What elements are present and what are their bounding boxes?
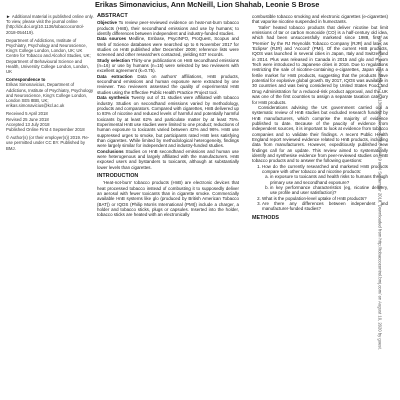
- methods-heading: METHODS: [252, 214, 279, 221]
- supplementary-note: ► Additional material is published online only. To view, please visit the journal online (http://dx.doi.org/10.1136/tobaccocontrol-2018-054419).: [6, 14, 94, 35]
- abstract-selection: Study selection Thirty-one publications on HnB secondhand emissions (n=16) or use by humans (n=15) were selected by two reviewers with excellent agreement (k=0.75).: [97, 57, 239, 74]
- body-paragraph-1: combustible tobacco smoking and electronic cigarettes (e-cigarettes) that vaporise nicotine suspended in humectants.: [252, 14, 388, 25]
- abstract-column: [97, 14, 239, 218]
- abstract-objective: Objective To review peer-reviewed evidence on heat-not-burn tobacco products (HnB), their secondhand emissions and use by humans; to identify differences between independent and industry-funded studies.: [97, 20, 239, 37]
- question-1: 1. How do the currently researched and marketed HnB products compare with other tobacco and nicotine products: a. in exposure to toxicants and health risks to humans through primary use and secondhand exposure? b. in key performance characteristics (eg, nicotine delivery, use profile and user satisfaction)?: [262, 164, 388, 196]
- question-3: 3. Are there any differences between independent and manufacturer-funded studies?: [262, 201, 388, 212]
- copyright-notice: © Author(s) (or their employer(s)) 2019. Re-use permitted under CC BY. Published by BMJ.: [6, 135, 90, 151]
- correspondence-title: Correspondence to: [6, 77, 46, 83]
- abstract-synthesis: Data synthesis Twenty out of 31 studies were affiliated with tobacco industry. Studies on secondhand emissions varied by methodology, products and comparators. Compared with cigarettes, HnB delivered up to 83% of nicotine and reduced levels of harmful and potentially harmful toxicants by at least 62% and particulate matter by at least 75%. Experimental HnB use studies were limited to one product; reductions of human exposure to toxicants varied between 42% and 96%. HnB use suppressed urges to smoke, but participants rated HnB less satisfying than cigarettes. While limited by methodological heterogeneity, findings were largely similar for independent and industry-funded studies.: [97, 95, 239, 149]
- abstract-extraction: Data extraction Data on authors' affiliations, HnB products, secondhand emissions and human exposure were extracted by one reviewer. Two reviewers assessed the quality of experimental HnB studies using the Effective Public Health Practice Project tool.: [97, 73, 239, 95]
- lock-icon: ►: [6, 14, 12, 19]
- article-dates: Received 5 April 2018 Revised 25 June 2018 Accepted 13 July 2018 Published Online First 4 September 2018: [6, 111, 85, 133]
- sidebar: [6, 14, 94, 154]
- abstract-conclusions: Conclusions Studies on HnB secondhand emissions and human use were heterogenous and largely affiliated with the manufacturers. HnB exposed users and bystanders to toxicants, although at substantially lower levels than cigarettes.: [97, 148, 239, 170]
- body-column: [252, 14, 388, 222]
- introduction-heading: INTRODUCTION: [97, 172, 139, 179]
- research-questions: [252, 164, 388, 212]
- question-2: 2. What is the population-level uptake of HnB products?: [262, 196, 388, 201]
- abstract-sources: Data sources Medline, Embase, PsycINFO, ProQuest, Scopus and Web of Science databases were searched up to 6 November 2017 for studies on HnB published after December 2009; reference lists were screened and other researchers contacted, yielding 637 records.: [97, 36, 240, 58]
- question-1-subitems: [262, 174, 388, 195]
- download-watermark: Tob Control: first published as 10.1136/tobaccocontrol-2018-054419 on 4 September 2018. Downloaded from http://tobaccocontrol.bmj.com/ on August 10, 2020 by guest.: [377, 35, 383, 350]
- question-1b: b. in key performance characteristics (eg, nicotine delivery, use profile and user satisfaction)?: [270, 185, 388, 196]
- body-paragraph-2: 'Safer' heated tobacco products that deliver nicotine but limit emissions of tar or carbon monoxide (CO) is a half-century old idea, which had been unsuccessfully marketed since 1988, first as 'Premier' by the RJ Reynolds Tobacco Company (RJR) and later as 'Eclipse' (RJR) and 'Accord' (PMI). Of the current HnB products, IQOS was launched in several cities in Japan, Italy and Switzerland in 2014. Plus was released in Canada in 2015 and glo and Ploom Tech were introduced to Japanese cities in 2016. Due to regulations restricting the sale of nicotine-containing e-cigarettes, Japan was a fertile market for HnB products, suggesting that the products have potential for explosive global growth. By 2017, IQOS was available in 30 countries and was being considered by United States Food and Drug Administration for a reduced-risk product approval, and the UK was one of the first countries to assign a separate taxation category for HnB products.: [252, 24, 388, 105]
- affiliations: Department of Addictions, Institute of Psychiatry, Psychology and Neuroscience, King's College London, London, UK; UK Centre for Tobacco and Alcohol Studies, UK; Department of Behavioural Science and Health, University College London, London, UK: [6, 37, 91, 75]
- author-list: Erikas Simonavicius, Ann McNeill, Lion Shahab, Leonie S Brose: [95, 0, 320, 9]
- question-1a: a. in exposure to toxicants and health risks to humans through primary use and secondhand exposure?: [270, 174, 388, 185]
- correspondence: Correspondence to Erikas Simonavicius, Department of Addictions, Institute of Psychiatry, Psychology and Neuroscience, King's College London, London SE5 8BB, UK; erikas.simonavicius@kcl.ac.uk: [6, 77, 94, 109]
- abstract-title: ABSTRACT: [97, 13, 128, 19]
- body-paragraph-3: Considerations advising the UK government carried out a systematic review of HnB studies but excluded research funded by HnB manufacturers, which comprise the majority of evidence published to date. Because of the paucity of evidence from independent sources, it is important to look at evidence from tobacco companies and to validate their findings. A recent Public Health England report reviewed evidence related to HnB products, including data from manufacturers. However, expeditiously published new findings call for an update. This review aimed to systematically identify and synthesise evidence from peer-reviewed studies on HnB tobacco products and to answer the following questions:: [252, 104, 388, 164]
- introduction-text: 'Heat-not-burn' tobacco products (HnB) are electronic devices that heat processed tobacco instead of combusting it to supposedly deliver an aerosol with fewer toxicants than in cigarette smoke. Commercially available HnB systems like glo (produced by British American Tobacco (BAT)) or IQOS (Philip Morris International (PMI)) include a charger, a holder and tobacco sticks, plugs or capsules. Inserted into the holder, tobacco sticks are heated with an electronically: [97, 180, 239, 218]
